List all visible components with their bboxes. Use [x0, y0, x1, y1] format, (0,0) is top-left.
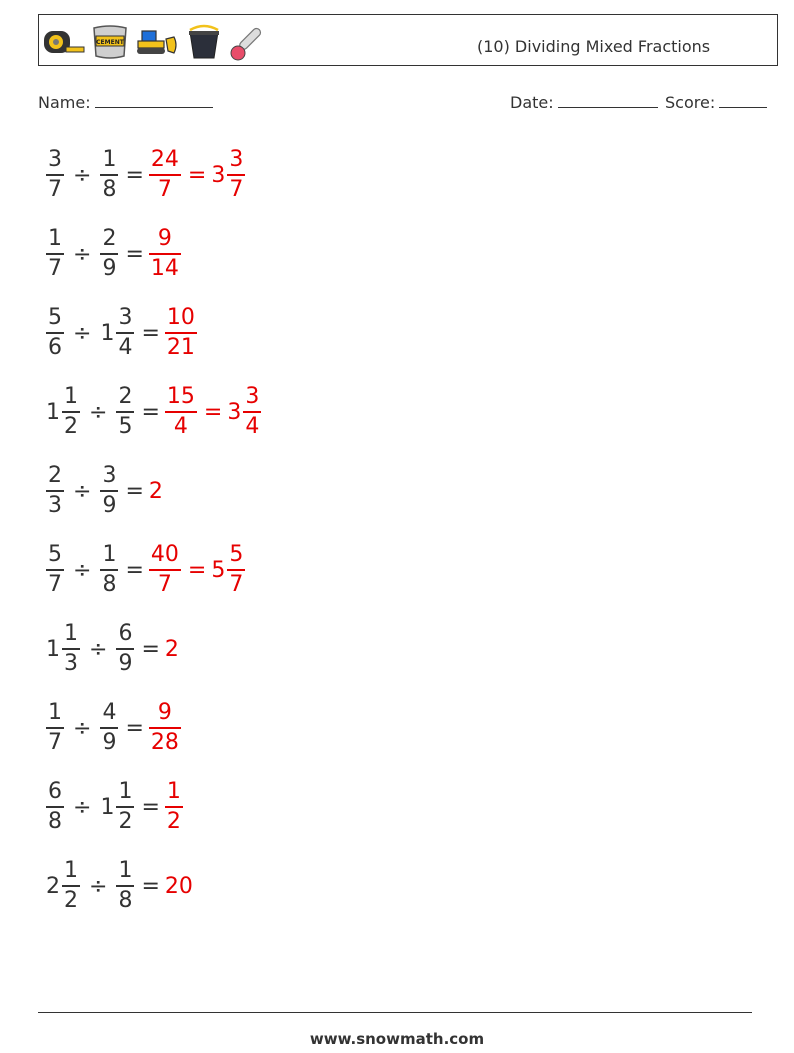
- answer-mixed-numerator: 3: [245, 384, 260, 410]
- divisor-fraction: [100, 702, 118, 754]
- divisor-numerator: 4: [102, 700, 117, 726]
- answer-denominator: 2: [166, 808, 181, 834]
- dividend-fraction: [46, 781, 64, 833]
- answer-mixed-fraction: [227, 149, 245, 201]
- dividend-numerator: 1: [64, 858, 78, 884]
- divisor-fraction: [100, 544, 118, 596]
- answer-mixed-denominator: 4: [245, 413, 260, 439]
- answer-equals-sign: =: [187, 557, 207, 583]
- dividend-fraction-bar: [46, 727, 64, 729]
- divisor-numerator: 1: [118, 779, 133, 805]
- footer-divider: [38, 1012, 752, 1013]
- svg-text:CEMENT: CEMENT: [96, 39, 124, 46]
- divisor-whole: 1: [100, 320, 115, 346]
- problem-row: [46, 854, 193, 918]
- answer-numerator: 15: [166, 384, 195, 410]
- name-blank[interactable]: [95, 93, 213, 108]
- answer-mixed-fraction-bar: [227, 174, 245, 176]
- chainsaw-icon: [228, 23, 268, 61]
- divisor: [100, 702, 118, 754]
- answer-numerator: 9: [157, 700, 172, 726]
- divisor-fraction: [100, 465, 118, 517]
- answer: [165, 386, 197, 438]
- divide-sign: ÷: [73, 241, 92, 267]
- answer-mixed: [211, 149, 245, 201]
- dividend: [46, 623, 80, 675]
- dividend: [46, 860, 80, 912]
- dividend-numerator: 3: [48, 147, 62, 173]
- divisor-fraction-bar: [116, 885, 134, 887]
- answer-whole: 20: [164, 873, 193, 899]
- header-icons: [42, 21, 268, 63]
- answer-denominator: 7: [157, 571, 172, 597]
- answer-whole: 2: [164, 636, 179, 662]
- dividend-numerator: 2: [48, 463, 62, 489]
- divisor-denominator: 2: [118, 808, 133, 834]
- answer-fraction: [149, 544, 181, 596]
- dividend-denominator: 8: [48, 808, 62, 834]
- dividend-fraction: [62, 860, 80, 912]
- answer-numerator: 10: [166, 305, 195, 331]
- dividend-numerator: 5: [48, 305, 62, 331]
- divisor: [100, 781, 134, 833]
- dividend-denominator: 7: [48, 729, 62, 755]
- answer-mixed-denominator: 7: [229, 571, 244, 597]
- answer-numerator: 9: [157, 226, 172, 252]
- dividend-fraction: [46, 702, 64, 754]
- dividend-denominator: 2: [64, 887, 78, 913]
- divisor-denominator: 5: [118, 413, 133, 439]
- name-label: Name:: [38, 93, 91, 112]
- dividend-denominator: 7: [48, 176, 62, 202]
- divisor-fraction-bar: [116, 411, 134, 413]
- answer-mixed-whole: 5: [211, 557, 226, 583]
- divisor-fraction-bar: [116, 332, 134, 334]
- divisor-numerator: 2: [102, 226, 117, 252]
- dividend-denominator: 6: [48, 334, 62, 360]
- equals-sign: =: [125, 557, 144, 583]
- divide-sign: ÷: [89, 636, 108, 662]
- name-field: [38, 93, 213, 112]
- score-field: [665, 93, 767, 112]
- answer-numerator: 40: [150, 542, 179, 568]
- dividend-fraction-bar: [46, 332, 64, 334]
- dividend: [46, 386, 80, 438]
- divisor-fraction-bar: [100, 174, 118, 176]
- answer-fraction: [165, 781, 183, 833]
- divisor-denominator: 9: [102, 255, 117, 281]
- problem-row: [46, 696, 181, 760]
- answer-equals-sign: =: [203, 399, 223, 425]
- answer-denominator: 21: [166, 334, 195, 360]
- dividend-fraction: [46, 544, 64, 596]
- answer-mixed-whole: 3: [211, 162, 226, 188]
- answer-mixed: [227, 386, 261, 438]
- header-box: [38, 14, 778, 66]
- divisor-fraction: [100, 228, 118, 280]
- divisor-denominator: 9: [118, 650, 133, 676]
- divisor-denominator: 9: [102, 729, 117, 755]
- equals-sign: =: [141, 636, 160, 662]
- divisor-denominator: 8: [118, 887, 133, 913]
- answer-fraction: [149, 228, 181, 280]
- dividend-fraction-bar: [46, 174, 64, 176]
- dividend: [46, 307, 64, 359]
- score-label: Score:: [665, 93, 716, 112]
- dividend-numerator: 5: [48, 542, 62, 568]
- problem-row: [46, 538, 245, 602]
- divisor: [100, 149, 118, 201]
- answer: [165, 307, 197, 359]
- equals-sign: =: [141, 873, 160, 899]
- dividend-whole: 2: [46, 873, 60, 899]
- divisor: [100, 544, 118, 596]
- answer-fraction-bar: [149, 253, 181, 255]
- divisor-denominator: 9: [102, 492, 117, 518]
- divide-sign: ÷: [73, 162, 92, 188]
- dividend-denominator: 2: [64, 413, 78, 439]
- answer-equals-sign: =: [187, 162, 207, 188]
- problem-row: [46, 459, 163, 523]
- dividend-fraction-bar: [62, 885, 80, 887]
- dividend-fraction-bar: [62, 648, 80, 650]
- dividend-fraction-bar: [46, 253, 64, 255]
- answer-denominator: 14: [150, 255, 179, 281]
- cement-bag-icon: [90, 24, 130, 60]
- dividend-fraction-bar: [62, 411, 80, 413]
- divide-sign: ÷: [89, 873, 108, 899]
- answer-fraction: [165, 386, 197, 438]
- divide-sign: ÷: [73, 715, 92, 741]
- dividend-fraction-bar: [46, 569, 64, 571]
- divisor-fraction: [100, 149, 118, 201]
- divisor-numerator: 6: [118, 621, 133, 647]
- problem-row: [46, 143, 245, 207]
- answer-denominator: 7: [157, 176, 172, 202]
- divisor-fraction-bar: [100, 569, 118, 571]
- answer-mixed-numerator: 5: [229, 542, 244, 568]
- divisor: [100, 228, 118, 280]
- dividend-numerator: 6: [48, 779, 62, 805]
- equals-sign: =: [125, 162, 144, 188]
- divide-sign: ÷: [73, 557, 92, 583]
- date-blank[interactable]: [558, 93, 658, 108]
- answer-fraction: [149, 702, 181, 754]
- answer-mixed-fraction-bar: [227, 569, 245, 571]
- answer: [149, 702, 181, 754]
- divisor-fraction: [116, 307, 134, 359]
- answer-mixed-numerator: 3: [229, 147, 244, 173]
- answer: [165, 781, 183, 833]
- answer: [149, 544, 181, 596]
- divisor-denominator: 8: [102, 571, 117, 597]
- answer-denominator: 4: [173, 413, 188, 439]
- dividend: [46, 465, 64, 517]
- tape-measure-icon: [42, 27, 86, 57]
- dividend-fraction: [46, 307, 64, 359]
- divisor-fraction-bar: [100, 727, 118, 729]
- answer-numerator: 24: [150, 147, 179, 173]
- dividend-whole: 1: [46, 636, 60, 662]
- answer: [149, 228, 181, 280]
- divisor: [116, 386, 134, 438]
- answer-mixed: [211, 544, 245, 596]
- divisor-fraction: [116, 386, 134, 438]
- dividend-numerator: 1: [48, 226, 62, 252]
- divisor: [100, 307, 134, 359]
- dividend-denominator: 3: [64, 650, 78, 676]
- dividend-denominator: 7: [48, 255, 62, 281]
- divisor-denominator: 8: [102, 176, 117, 202]
- dividend-denominator: 3: [48, 492, 62, 518]
- divisor: [116, 623, 134, 675]
- answer-fraction: [165, 307, 197, 359]
- equals-sign: =: [141, 320, 160, 346]
- divisor-numerator: 3: [102, 463, 117, 489]
- dividend-whole: 1: [46, 399, 60, 425]
- divisor-fraction: [116, 781, 134, 833]
- dividend-fraction-bar: [46, 806, 64, 808]
- answer: [149, 149, 181, 201]
- score-blank[interactable]: [719, 93, 767, 108]
- divisor-denominator: 4: [118, 334, 133, 360]
- dividend: [46, 228, 64, 280]
- answer-mixed-fraction: [243, 386, 261, 438]
- problem-row: [46, 775, 183, 839]
- divide-sign: ÷: [73, 478, 92, 504]
- equals-sign: =: [141, 794, 160, 820]
- divisor: [116, 860, 134, 912]
- equals-sign: =: [125, 241, 144, 267]
- answer-fraction-bar: [165, 332, 197, 334]
- dividend-fraction: [46, 465, 64, 517]
- divisor-numerator: 2: [118, 384, 133, 410]
- answer-denominator: 28: [150, 729, 179, 755]
- equals-sign: =: [141, 399, 160, 425]
- dividend-fraction: [62, 386, 80, 438]
- equals-sign: =: [125, 478, 144, 504]
- equals-sign: =: [125, 715, 144, 741]
- answer-mixed-denominator: 7: [229, 176, 244, 202]
- divisor-fraction: [116, 623, 134, 675]
- answer-fraction-bar: [149, 727, 181, 729]
- dividend-fraction: [46, 149, 64, 201]
- divisor-fraction-bar: [100, 253, 118, 255]
- dividend-fraction-bar: [46, 490, 64, 492]
- dividend: [46, 781, 64, 833]
- date-field: [510, 93, 658, 112]
- dividend-numerator: 1: [48, 700, 62, 726]
- divide-sign: ÷: [73, 794, 92, 820]
- answer-fraction-bar: [165, 806, 183, 808]
- divisor-fraction: [116, 860, 134, 912]
- bulldozer-icon: [134, 27, 180, 57]
- divisor: [100, 465, 118, 517]
- divisor-numerator: 3: [118, 305, 133, 331]
- answer-whole: 2: [148, 478, 163, 504]
- divide-sign: ÷: [73, 320, 92, 346]
- divisor-whole: 1: [100, 794, 115, 820]
- answer-fraction-bar: [165, 411, 197, 413]
- answer-fraction-bar: [149, 569, 181, 571]
- divisor-numerator: 1: [118, 858, 133, 884]
- problem-row: [46, 222, 181, 286]
- dividend-fraction: [46, 228, 64, 280]
- divisor-fraction-bar: [116, 806, 134, 808]
- answer-fraction: [149, 149, 181, 201]
- divisor-numerator: 1: [102, 542, 117, 568]
- divisor-numerator: 1: [102, 147, 117, 173]
- answer-numerator: 1: [166, 779, 181, 805]
- dividend: [46, 149, 64, 201]
- answer-mixed-fraction-bar: [243, 411, 261, 413]
- dividend-numerator: 1: [64, 621, 78, 647]
- bucket-icon: [184, 24, 224, 60]
- answer-mixed-whole: 3: [227, 399, 242, 425]
- divide-sign: ÷: [89, 399, 108, 425]
- footer-url: www.snowmath.com: [309, 1030, 485, 1048]
- divisor-fraction-bar: [100, 490, 118, 492]
- dividend: [46, 702, 64, 754]
- dividend-denominator: 7: [48, 571, 62, 597]
- divisor-fraction-bar: [116, 648, 134, 650]
- answer-mixed-fraction: [227, 544, 245, 596]
- dividend: [46, 544, 64, 596]
- problem-row: [46, 380, 261, 444]
- problem-row: [46, 301, 197, 365]
- date-label: Date:: [510, 93, 554, 112]
- dividend-numerator: 1: [64, 384, 78, 410]
- worksheet-title: (10) Dividing Mixed Fractions: [477, 37, 711, 56]
- answer-fraction-bar: [149, 174, 181, 176]
- problem-row: [46, 617, 179, 681]
- dividend-fraction: [62, 623, 80, 675]
